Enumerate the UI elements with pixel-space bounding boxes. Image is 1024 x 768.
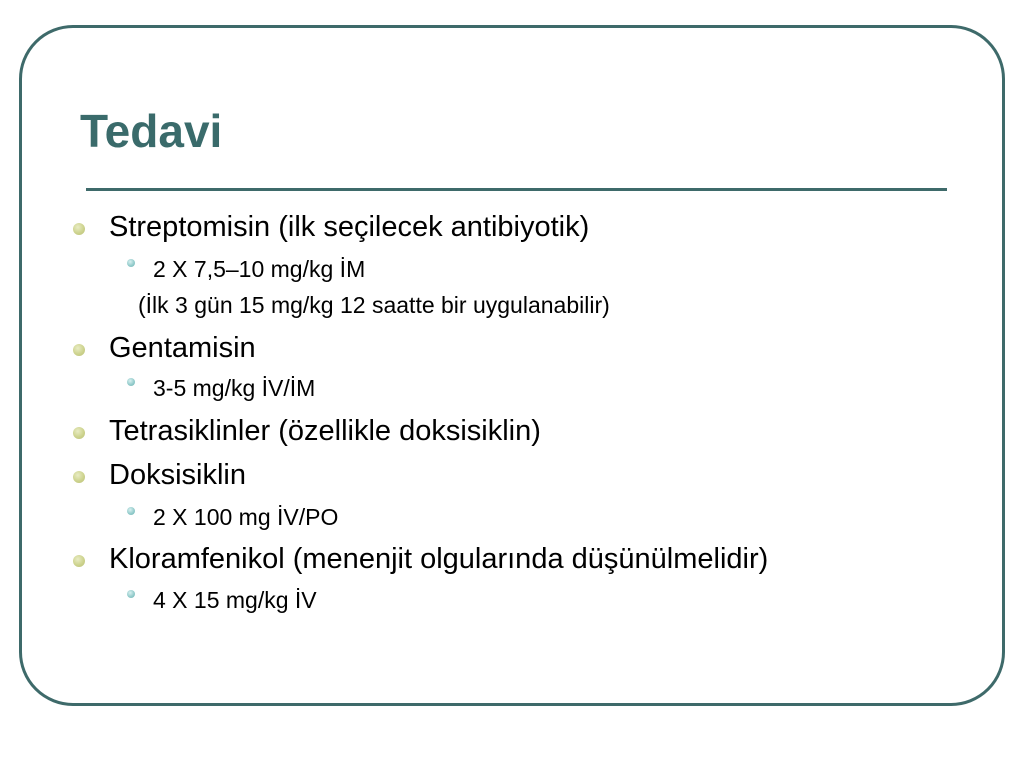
bullet-level1-icon — [73, 427, 85, 439]
list-item: 2 X 7,5–10 mg/kg İM — [153, 256, 366, 282]
bullet-level2-icon — [127, 507, 135, 515]
list-item: Doksisiklin — [109, 459, 246, 491]
bullet-level1-icon — [73, 223, 85, 235]
bullet-level2-icon — [127, 590, 135, 598]
bullet-level2-icon — [127, 378, 135, 386]
bullet-level1-icon — [73, 344, 85, 356]
slide-title: Tedavi — [80, 105, 223, 157]
list-item: Tetrasiklinler (özellikle doksisiklin) — [109, 415, 541, 447]
list-item: 2 X 100 mg İV/PO — [153, 504, 339, 530]
bullet-level1-icon — [73, 471, 85, 483]
list-item-continuation: (İlk 3 gün 15 mg/kg 12 saatte bir uygulanabilir) — [138, 292, 610, 318]
list-item: Kloramfenikol (menenjit olgularında düşünülmelidir) — [109, 543, 769, 575]
bullet-level2-icon — [127, 259, 135, 267]
list-item: 3-5 mg/kg İV/İM — [153, 375, 316, 401]
list-item: Gentamisin — [109, 332, 256, 364]
bullet-level1-icon — [73, 555, 85, 567]
list-item: 4 X 15 mg/kg İV — [153, 587, 317, 613]
list-item: Streptomisin (ilk seçilecek antibiyotik) — [109, 211, 590, 243]
